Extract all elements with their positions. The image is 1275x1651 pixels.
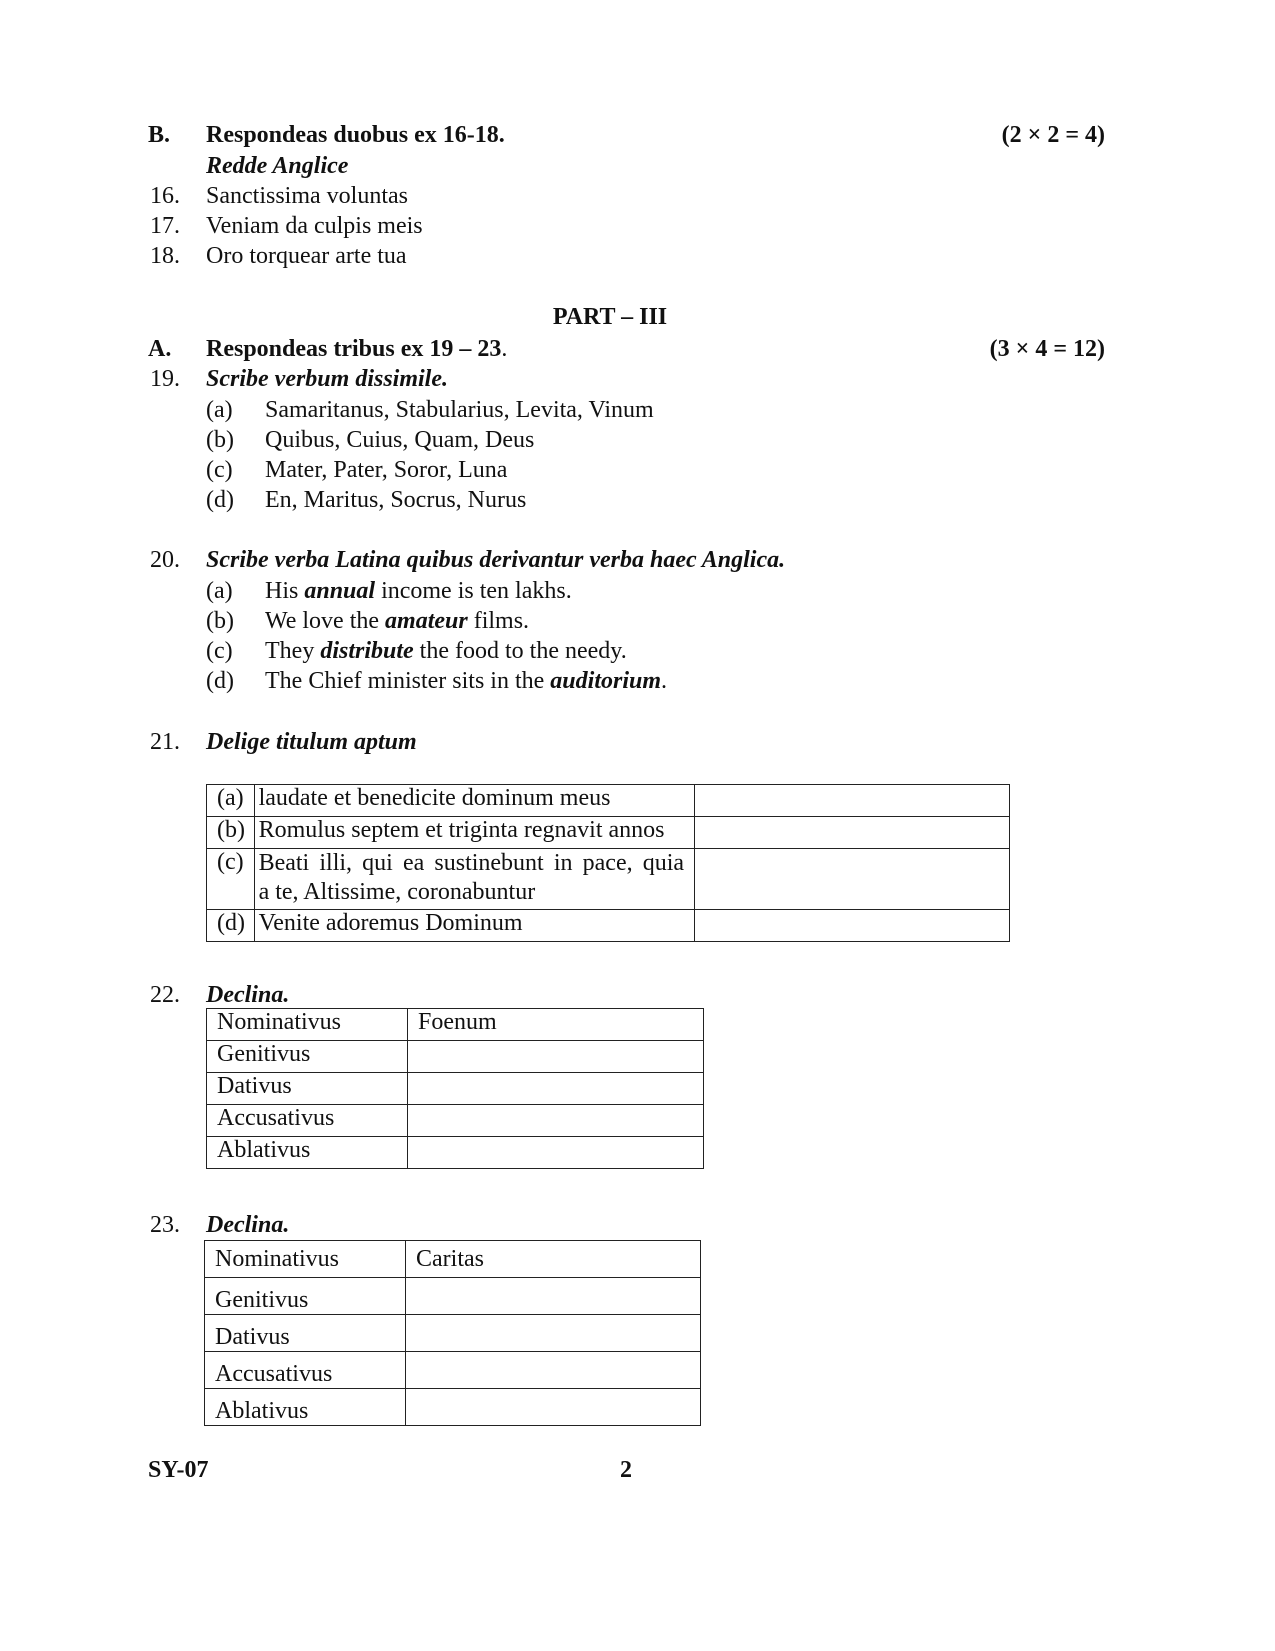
- option-text: [265, 636, 627, 666]
- value-cell[interactable]: [408, 1041, 704, 1073]
- value-cell[interactable]: [406, 1389, 701, 1426]
- option-key: (d): [206, 487, 234, 513]
- option-key: (c): [206, 457, 233, 483]
- question-number: 22.: [150, 982, 180, 1008]
- question-number: 21.: [150, 729, 180, 755]
- question-text: Oro torquear arte tua: [206, 243, 407, 269]
- text-post: .: [661, 668, 668, 694]
- highlighted-word: amateur: [385, 608, 468, 634]
- question-title: Declina.: [206, 982, 290, 1008]
- table-row: [207, 1105, 704, 1137]
- option-text: [265, 576, 572, 606]
- table-row: [207, 1073, 704, 1105]
- section-b-label: B.: [148, 122, 171, 148]
- text-pre: We love the: [265, 608, 386, 634]
- section-a-label: A.: [148, 336, 172, 362]
- question-number: 20.: [150, 547, 180, 573]
- match-table: [206, 784, 1010, 942]
- text-post: income is ten lakhs.: [375, 578, 572, 604]
- value-cell[interactable]: [408, 1105, 704, 1137]
- option-key: (a): [206, 578, 233, 604]
- value-cell[interactable]: [406, 1278, 701, 1315]
- section-a-marks: (3 × 4 = 12): [989, 336, 1105, 362]
- text-pre: The Chief minister sits in the: [265, 668, 551, 694]
- table-row: [207, 1041, 704, 1073]
- row-key: (a): [207, 785, 255, 817]
- option-text: Mater, Pater, Soror, Luna: [265, 457, 508, 483]
- case-cell: Accusativus: [205, 1352, 406, 1389]
- table-row: [205, 1352, 701, 1389]
- case-cell: Ablativus: [205, 1389, 406, 1426]
- row-text-line: a te, Altissime, coronabuntur: [258, 879, 536, 905]
- question-title: Scribe verba Latina quibus derivantur verba haec Anglica.: [206, 547, 786, 573]
- section-b-title: Respondeas duobus ex 16-18.: [206, 122, 505, 148]
- question-title: Scribe verbum dissimile.: [206, 366, 448, 392]
- case-cell: Nominativus: [207, 1009, 408, 1041]
- row-text: Romulus septem et triginta regnavit annos: [254, 817, 694, 849]
- case-cell: Dativus: [207, 1073, 408, 1105]
- highlighted-word: annual: [304, 578, 376, 604]
- table-row: [207, 817, 1010, 849]
- declension-table: [204, 1240, 701, 1426]
- page-number: 2: [620, 1457, 632, 1483]
- value-cell[interactable]: Caritas: [406, 1241, 701, 1278]
- table-row: [207, 910, 1010, 942]
- text-post: the food to the needy.: [413, 638, 627, 664]
- section-a-title: Respondeas tribus ex 19 – 23: [206, 336, 502, 362]
- option-text: Samaritanus, Stabularius, Levita, Vinum: [265, 397, 654, 423]
- row-key: (d): [207, 910, 255, 942]
- question-number: 19.: [150, 366, 180, 392]
- case-cell: Nominativus: [205, 1241, 406, 1278]
- question-title: Delige titulum aptum: [206, 729, 417, 755]
- row-text: laudate et benedicite dominum meus: [254, 785, 694, 817]
- paper-code: SY-07: [148, 1457, 209, 1483]
- question-number: 16.: [150, 183, 180, 209]
- section-a-title-wrap: [206, 334, 507, 364]
- table-row: [207, 849, 1010, 910]
- option-text: Quibus, Cuius, Quam, Deus: [265, 427, 535, 453]
- row-text-line: Beati illi, qui ea sustinebunt in pace, quia: [258, 850, 685, 876]
- text-pre: They: [265, 638, 321, 664]
- table-row: [205, 1389, 701, 1426]
- option-key: (d): [206, 668, 234, 694]
- option-text: [265, 606, 529, 636]
- section-b-marks: (2 × 2 = 4): [1001, 122, 1105, 148]
- value-cell[interactable]: [406, 1352, 701, 1389]
- row-key: (c): [207, 849, 255, 910]
- answer-cell[interactable]: [695, 849, 1010, 910]
- highlighted-word: distribute: [320, 638, 414, 664]
- section-a-title-dot: .: [501, 336, 508, 362]
- case-cell: Accusativus: [207, 1105, 408, 1137]
- question-text: Veniam da culpis meis: [206, 213, 423, 239]
- table-row: [207, 785, 1010, 817]
- declension-table: [206, 1008, 704, 1169]
- row-key: (b): [207, 817, 255, 849]
- option-key: (a): [206, 397, 233, 423]
- option-text: En, Maritus, Socrus, Nurus: [265, 487, 527, 513]
- option-key: (c): [206, 638, 233, 664]
- question-number: 18.: [150, 243, 180, 269]
- highlighted-word: auditorium: [550, 668, 662, 694]
- case-cell: Genitivus: [207, 1041, 408, 1073]
- question-title: Declina.: [206, 1212, 290, 1238]
- answer-cell[interactable]: [695, 910, 1010, 942]
- question-number: 23.: [150, 1212, 180, 1238]
- table-row: [205, 1241, 701, 1278]
- text-pre: His: [265, 578, 305, 604]
- table-row: [207, 1009, 704, 1041]
- value-cell[interactable]: [406, 1315, 701, 1352]
- option-text: [265, 666, 667, 696]
- question-number: 17.: [150, 213, 180, 239]
- answer-cell[interactable]: [695, 785, 1010, 817]
- table-row: [207, 1137, 704, 1169]
- value-cell[interactable]: Foenum: [408, 1009, 704, 1041]
- table-row: [205, 1315, 701, 1352]
- text-post: films.: [467, 608, 530, 634]
- case-cell: Dativus: [205, 1315, 406, 1352]
- case-cell: Genitivus: [205, 1278, 406, 1315]
- part-heading: PART – III: [552, 304, 668, 330]
- table-row: [205, 1278, 701, 1315]
- row-text: Venite adoremus Dominum: [254, 910, 694, 942]
- value-cell[interactable]: [408, 1137, 704, 1169]
- option-key: (b): [206, 427, 234, 453]
- row-text: [254, 849, 694, 910]
- answer-cell[interactable]: [695, 817, 1010, 849]
- case-cell: Ablativus: [207, 1137, 408, 1169]
- section-b-instruction: Redde Anglice: [206, 153, 349, 179]
- question-text: Sanctissima voluntas: [206, 183, 408, 209]
- option-key: (b): [206, 608, 234, 634]
- value-cell[interactable]: [408, 1073, 704, 1105]
